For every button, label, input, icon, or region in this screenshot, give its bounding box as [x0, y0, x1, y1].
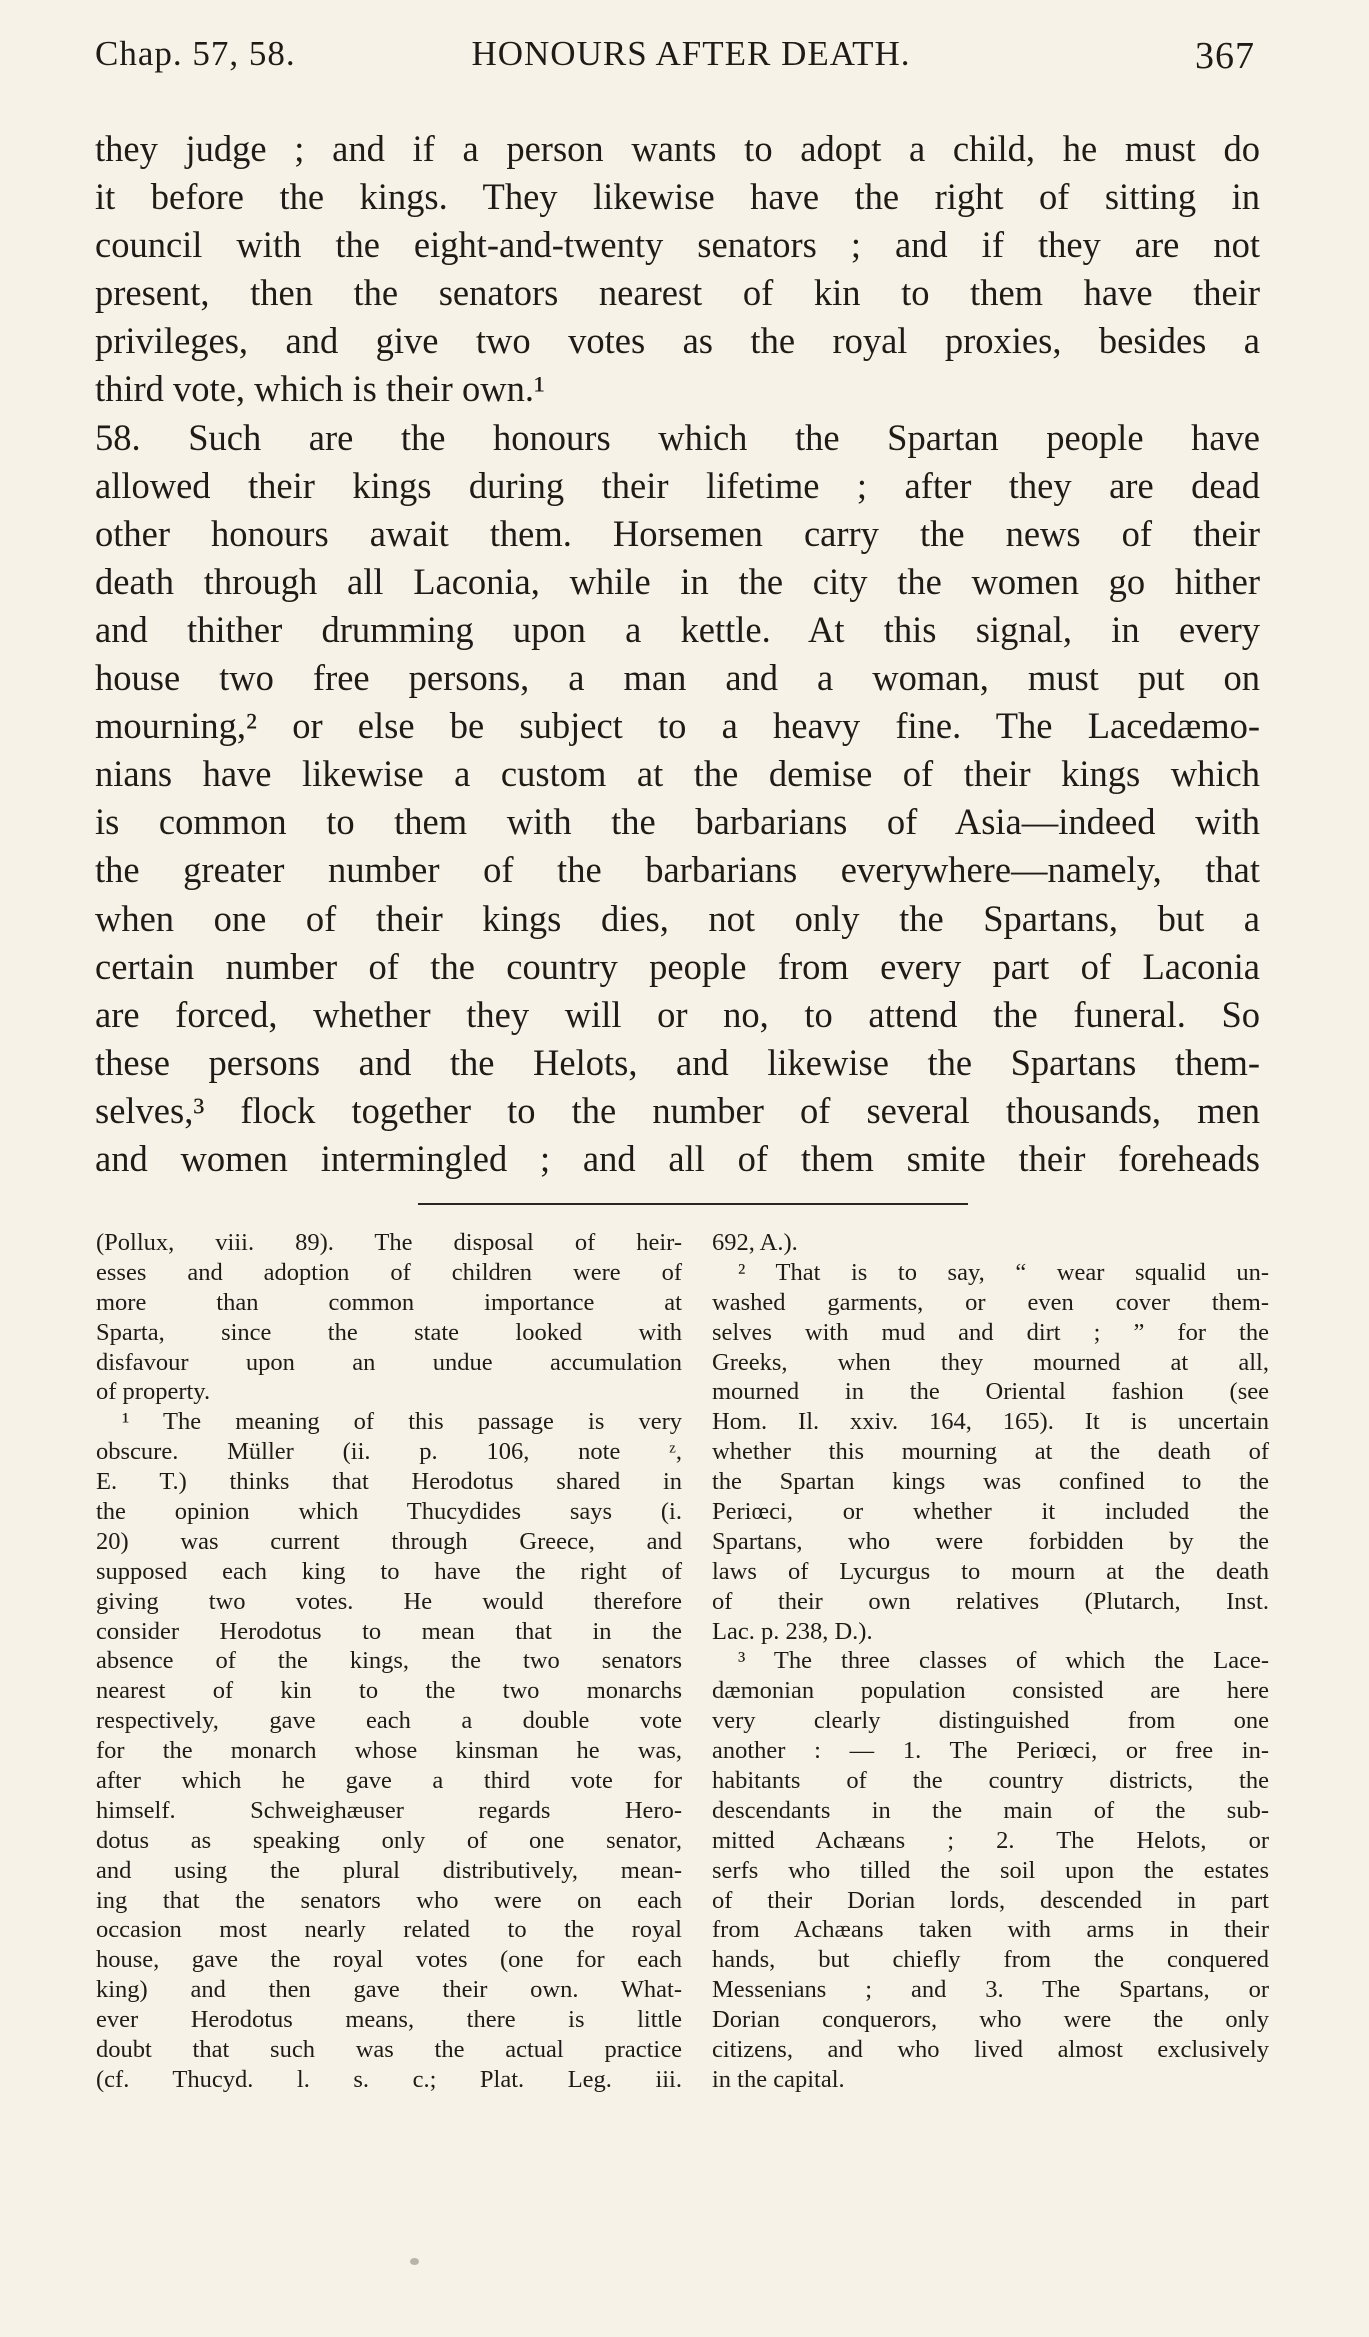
footnote-line: Sparta, since the state looked with: [96, 1318, 682, 1346]
footnote-line: respectively, gave each a double vote: [96, 1707, 682, 1735]
footnote-line: the opinion which Thucydides says (i.: [96, 1498, 682, 1526]
footnote-line: in the capital.: [712, 2065, 845, 2093]
footnote-line: doubt that such was the actual practice: [96, 2036, 682, 2064]
text-line: and women intermingled ; and all of them smite their foreheads: [95, 1137, 1260, 1179]
footnote-line: hands, but chiefly from the conquered: [712, 1946, 1269, 1974]
section-58-start: 58. Such are the honours which the Spartan people have: [95, 416, 1260, 458]
footnote-line: of property.: [96, 1378, 211, 1406]
footnote-line: Hom. Il. xxiv. 164, 165). It is uncertain: [712, 1408, 1269, 1436]
text-line: and thither drumming upon a kettle. At this signal, in every: [95, 608, 1260, 650]
footnote-line: esses and adoption of children were of: [96, 1258, 682, 1286]
footnote-line: house, gave the royal votes (one for each: [96, 1946, 682, 1974]
page-number: 367: [1195, 35, 1255, 77]
footnote-line: nearest of kin to the two monarchs: [96, 1677, 682, 1705]
running-title: HONOURS AFTER DEATH.: [471, 34, 911, 73]
text-line: third vote, which is their own.¹: [95, 368, 545, 410]
footnote-line: Spartans, who were forbidden by the: [712, 1527, 1269, 1555]
text-line: selves,³ flock together to the number of several thousands, men: [95, 1089, 1260, 1131]
footnote-3-start: ³ The three classes of which the Lace-: [738, 1647, 1269, 1675]
footnote-line: Greeks, when they mourned at all,: [712, 1348, 1269, 1376]
chapter-reference: Chap. 57, 58.: [95, 34, 296, 73]
footnote-line: habitants of the country districts, the: [712, 1767, 1269, 1795]
footnote-line: whether this mourning at the death of: [712, 1438, 1269, 1466]
text-line: mourning,² or else be subject to a heavy fine. The Lacedæmo-: [95, 705, 1260, 747]
footnote-line: E. T.) thinks that Herodotus shared in: [96, 1468, 682, 1496]
footnote-line: more than common importance at: [96, 1288, 682, 1316]
text-line: death through all Laconia, while in the city the women go hither: [95, 560, 1260, 602]
footnote-line: ing that the senators who were on each: [96, 1886, 682, 1914]
ink-speck: [410, 2258, 419, 2265]
footnote-line: the Spartan kings was confined to the: [712, 1468, 1269, 1496]
footnote-line: supposed each king to have the right of: [96, 1557, 682, 1585]
footnotes-left-column: [96, 1228, 682, 2095]
footnote-line: consider Herodotus to mean that in the: [96, 1617, 682, 1645]
footnote-line: very clearly distinguished from one: [712, 1707, 1269, 1735]
footnote-line: ever Herodotus means, there is little: [96, 2006, 682, 2034]
footnote-line: serfs who tilled the soil upon the estates: [712, 1856, 1269, 1884]
text-line: it before the kings. They likewise have the right of sitting in: [95, 176, 1260, 218]
footnote-line: himself. Schweighæuser regards Hero-: [96, 1796, 682, 1824]
footnote-line: after which he gave a third vote for: [96, 1767, 682, 1795]
footnote-line: Messenians ; and 3. The Spartans, or: [712, 1976, 1269, 2004]
footnote-line: laws of Lycurgus to mourn at the death: [712, 1557, 1269, 1585]
text-line: other honours await them. Horsemen carry the news of their: [95, 512, 1260, 554]
footnote-line: descendants in the main of the sub-: [712, 1796, 1269, 1824]
footnote-line: citizens, and who lived almost exclusively: [712, 2036, 1269, 2064]
footnote-line: another : — 1. The Periœci, or free in-: [712, 1737, 1269, 1765]
footnote-line: Periœci, or whether it included the: [712, 1498, 1269, 1526]
footnote-line: occasion most nearly related to the royal: [96, 1916, 682, 1944]
text-line: present, then the senators nearest of kin to them have their: [95, 272, 1260, 314]
text-line: allowed their kings during their lifetime ; after they are dead: [95, 464, 1260, 506]
footnote-divider: [418, 1203, 968, 1205]
footnote-line: mitted Achæans ; 2. The Helots, or: [712, 1826, 1269, 1854]
footnote-line: dæmonian population consisted are here: [712, 1677, 1269, 1705]
footnote-line: (cf. Thucyd. l. s. c.; Plat. Leg. iii.: [96, 2065, 682, 2093]
footnote-line: of their own relatives (Plutarch, Inst.: [712, 1587, 1269, 1615]
footnote-line: obscure. Müller (ii. p. 106, note ᶻ,: [96, 1438, 682, 1466]
text-line: nians have likewise a custom at the demise of their kings which: [95, 753, 1260, 795]
footnote-line: disfavour upon an undue accumulation: [96, 1348, 682, 1376]
text-line: when one of their kings dies, not only the Spartans, but a: [95, 897, 1260, 939]
footnote-line: absence of the kings, the two senators: [96, 1647, 682, 1675]
text-line: these persons and the Helots, and likewise the Spartans them-: [95, 1041, 1260, 1083]
text-line: privileges, and give two votes as the royal proxies, besides a: [95, 320, 1260, 362]
footnote-line: 20) was current through Greece, and: [96, 1527, 682, 1555]
footnote-line: king) and then gave their own. What-: [96, 1976, 682, 2004]
main-text: [95, 125, 1260, 1183]
text-line: the greater number of the barbarians everywhere—namely, that: [95, 849, 1260, 891]
footnote-line: washed garments, or even cover them-: [712, 1288, 1269, 1316]
footnote-line: dotus as speaking only of one senator,: [96, 1826, 682, 1854]
footnote-line: and using the plural distributively, mean-: [96, 1856, 682, 1884]
text-line: certain number of the country people from every part of Laconia: [95, 945, 1260, 987]
text-line: council with the eight-and-twenty senators ; and if they are not: [95, 224, 1260, 266]
text-line: they judge ; and if a person wants to adopt a child, he must do: [95, 128, 1260, 169]
running-head: [95, 34, 1255, 84]
footnotes-right-column: [712, 1228, 1269, 2095]
text-line: are forced, whether they will or no, to attend the funeral. So: [95, 993, 1260, 1035]
footnote-line: of their Dorian lords, descended in part: [712, 1886, 1269, 1914]
footnote-line: for the monarch whose kinsman he was,: [96, 1737, 682, 1765]
footnote-line: Dorian conquerors, who were the only: [712, 2006, 1269, 2034]
footnote-2-start: ² That is to say, “ wear squalid un-: [738, 1258, 1269, 1286]
footnote-line: mourned in the Oriental fashion (see: [712, 1378, 1269, 1406]
footnote-line: giving two votes. He would therefore: [96, 1587, 682, 1615]
text-line: is common to them with the barbarians of Asia—indeed with: [95, 801, 1260, 843]
footnote-line: 692, A.).: [712, 1229, 798, 1256]
footnote-line: selves with mud and dirt ; ” for the: [712, 1318, 1269, 1346]
footnote-line: from Achæans taken with arms in their: [712, 1916, 1269, 1944]
footnote-1-start: ¹ The meaning of this passage is very: [122, 1408, 682, 1436]
text-line: house two free persons, a man and a woman, must put on: [95, 657, 1260, 699]
footnote-line: (Pollux, viii. 89). The disposal of heir-: [96, 1229, 682, 1256]
footnote-line: Lac. p. 238, D.).: [712, 1617, 873, 1645]
